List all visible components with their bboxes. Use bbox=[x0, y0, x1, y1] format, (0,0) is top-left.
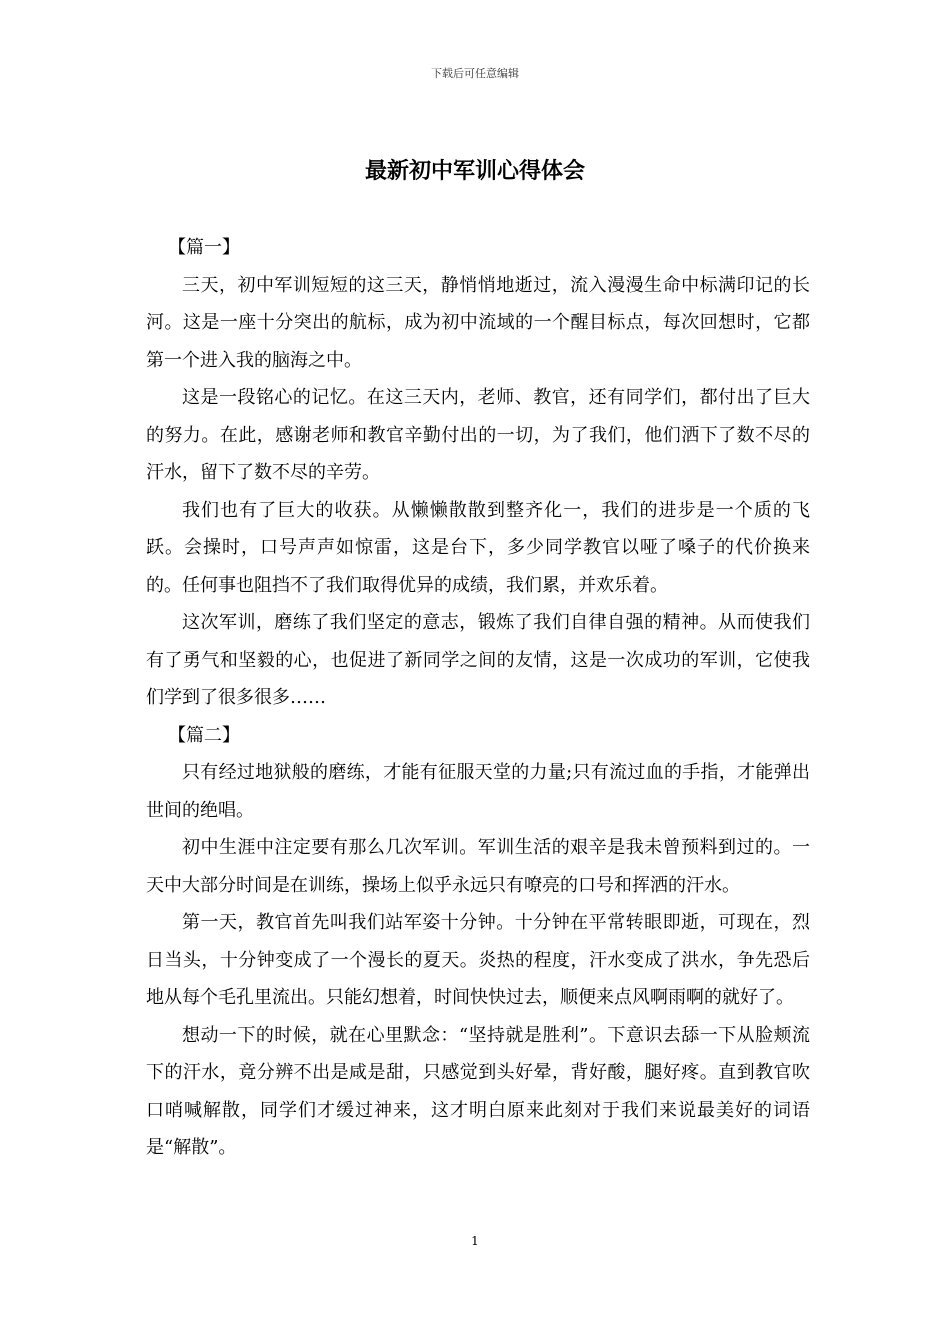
paragraph: 这是一段铭心的记忆。在这三天内，老师、教官，还有同学们，都付出了巨大的努力。在此，感谢老师和教官辛勤付出的一切，为了我们，他们洒下了数不尽的汗水，留下了数不尽的辛劳。 bbox=[146, 387, 810, 483]
paragraph: 我们也有了巨大的收获。从懒懒散散到整齐化一，我们的进步是一个质的飞跃。会操时，口号声声如惊雷，这是台下，多少同学教官以哑了嗓子的代价换来的。任何事也阻挡不了我们取得优异的成绩，我们累，并欢乐着。 bbox=[146, 499, 810, 596]
paragraph: 第一天，教官首先叫我们站军姿十分钟。十分钟在平常转眼即逝，可现在，烈日当头，十分钟变成了一个漫长的夏天。炎热的程度，汗水变成了洪水，争先恐后地从每个毛孔里流出。只能幻想着，时间快快过去，顺便来点风啊雨啊的就好了。 bbox=[146, 912, 810, 1008]
paragraph: 想动一下的时候，就在心里默念：“坚持就是胜利”。下意识去舔一下从脸颊流下的汗水，竟分辨不出是咸是甜，只感觉到头好晕，背好酸，腿好疼。直到教官吹口哨喊解散，同学们才缓过神来，这才明白原来此刻对于我们来说最美好的词语是“解散”。 bbox=[146, 1024, 810, 1158]
paragraph: 初中生涯中注定要有那么几次军训。军训生活的艰辛是我未曾预料到过的。一天中大部分时间是在训练，操场上似乎永远只有嘹亮的口号和挥洒的汗水。 bbox=[146, 837, 810, 896]
section-heading-1: 【篇一】 bbox=[168, 237, 240, 258]
page-header: 下载后可任意编辑 bbox=[431, 67, 519, 80]
document-body bbox=[146, 229, 810, 1167]
paragraph: 这次军训，磨练了我们坚定的意志，锻炼了我们自律自强的精神。从而使我们有了勇气和坚毅的心，也促进了新同学之间的友情，这是一次成功的军训，它使我们学到了很多很多…… bbox=[146, 612, 810, 708]
paragraph: 三天，初中军训短短的这三天，静悄悄地逝过，流入漫漫生命中标满印记的长河。这是一座十分突出的航标，成为初中流域的一个醒目标点，每次回想时，它都第一个进入我的脑海之中。 bbox=[146, 274, 810, 371]
page-number: 1 bbox=[471, 1234, 479, 1248]
document-title: 最新初中军训心得体会 bbox=[364, 158, 585, 184]
paragraph: 只有经过地狱般的磨练，才能有征服天堂的力量;只有流过血的手指，才能弹出世间的绝唱。 bbox=[146, 762, 810, 821]
section-heading-2: 【篇二】 bbox=[168, 724, 240, 746]
